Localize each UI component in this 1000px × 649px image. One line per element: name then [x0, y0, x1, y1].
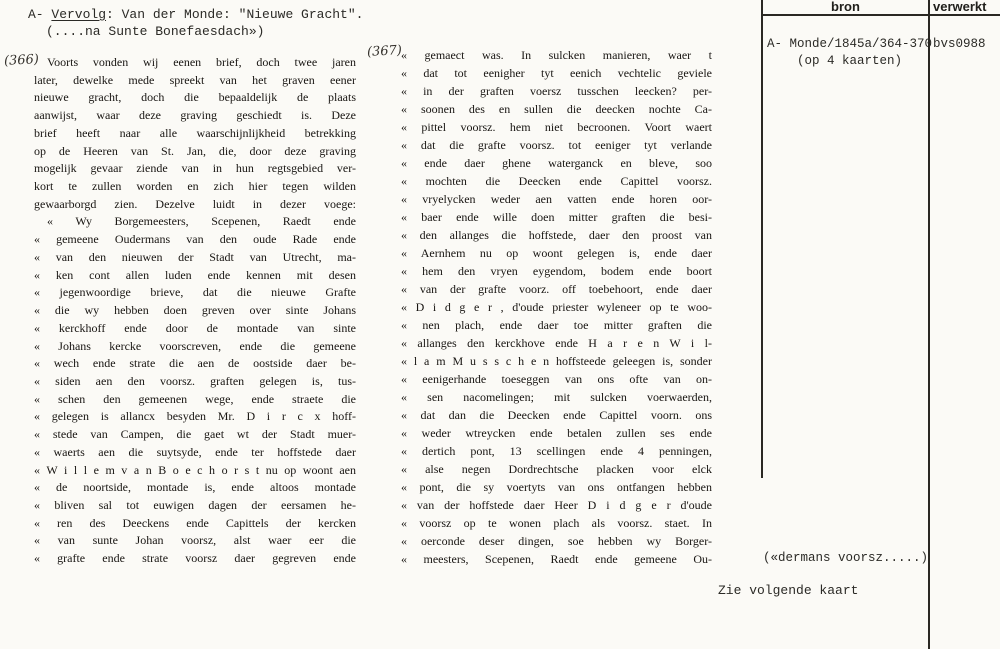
bron-source-reference: [767, 36, 932, 70]
text-line: gewaarborgd zien. Dezelve luidt in dezer voege:: [34, 196, 356, 211]
next-card-note: Zie volgende kaart: [718, 583, 859, 598]
text-line: op de Heeren van St. Jan, die, door deze graving: [34, 143, 356, 158]
text-line: « W i l l e m v a n B o e c h o r s t nu op woont aen: [34, 462, 356, 477]
header-line-2: (....na Sunte Bonefaesdach»): [46, 24, 265, 39]
text-line: aanwijst, waar deze graving geschiedt is. Deze: [34, 108, 356, 123]
text-line: « siden aen den voorsz. graften gelegen is, tus-: [34, 373, 356, 388]
text-line: later, dewelke mede spreekt van het graven eener: [34, 72, 356, 87]
right-text-column: [401, 46, 712, 568]
text-line: « bliven sal tot euwigen dagen der eersamen he-: [34, 497, 356, 512]
text-line: « pittel voorsz. hem niet becroonen. Voort waert: [401, 120, 712, 135]
text-line: « gemaect was. In sulcken manieren, waer t: [401, 48, 712, 62]
text-line: « grafte ende strate voorsz daer gegreven ende: [34, 551, 356, 566]
text-line: nieuwe gracht, doch die bepaaldelijk de plaats: [34, 90, 356, 105]
text-line: « sen nacomelingen; mit sulcken voerwaerden,: [401, 390, 712, 405]
text-line: « mochten die Deecken ende Capittel voorsz.: [401, 174, 712, 189]
text-line: « ren des Deeckens ende Capittels der kercken: [34, 515, 356, 530]
text-line: « oerconde deser dingen, soe hebben wy Borger-: [401, 534, 712, 549]
text-line: « van der hoffstede daer Heer D i d g e r d'oude: [401, 498, 712, 513]
table-column-divider: [928, 0, 930, 649]
text-line: « jegenwoordige brieve, dat die nieuwe Grafte: [34, 285, 356, 300]
header-title-underlined: Vervolg: [51, 7, 107, 22]
verwerkt-code: bvs0988: [933, 37, 986, 51]
continuation-note: («dermans voorsz.....): [763, 551, 929, 565]
text-line: « weder wtreycken ende betalen zullen ses ende: [401, 426, 712, 441]
text-line: « meesters, Scepenen, Raedt ende gemeene Ou-: [401, 552, 712, 567]
verwerkt-column-header: verwerkt: [933, 0, 987, 14]
text-line: « ende daer ghene waterganck en bleve, soo: [401, 156, 712, 171]
header-prefix: A-: [28, 7, 52, 22]
text-line: « van sunte Johan voorsz, alst waer eer die: [34, 533, 356, 548]
text-line: « Aernhem nu op woont gelegen is, ende daer: [401, 246, 712, 261]
page-marker-right: (367): [366, 43, 403, 60]
text-line: « in der graften voersz tusschen leecken? per-: [401, 84, 712, 99]
header-line-1: [28, 6, 363, 23]
text-line: « kerckhoff ende door de montade van sinte: [34, 320, 356, 335]
text-line: « l a m M u s s c h e n hoffsteede geleegen is, sonder: [401, 354, 712, 369]
text-line: mogelijk gevaar ziende van in hun regtsgebied ver-: [34, 161, 356, 176]
text-line: « stede van Campen, die gaet wt der Stadt muer-: [34, 427, 356, 442]
text-line: « dat dan die Deecken ende Capittel voorn. ons: [401, 408, 712, 423]
text-line: « ken cont allen luden ende kennen mit desen: [34, 267, 356, 282]
text-line: « allanges den kerckhove ende H a r e n W i l-: [401, 336, 712, 351]
text-line: « vryelycken weder aen vatten ende horen oor-: [401, 192, 712, 207]
header-title-rest: : Van der Monde: "Nieuwe Gracht".: [106, 7, 364, 22]
text-line: « schen den gemeenen wege, ende straete die: [34, 391, 356, 406]
text-line: « gelegen is allancx besyden Mr. D i r c x hoff-: [34, 409, 356, 424]
text-line: « van der grafte voorz. off toebehoort, ende daer: [401, 282, 712, 297]
text-line: « wech ende strate die aen de oostside daer be-: [34, 356, 356, 371]
table-header-underline: [761, 14, 1000, 16]
card-header: [28, 6, 363, 40]
text-line: Voorts vonden wij eenen brief, doch twee jaren: [47, 55, 356, 69]
text-line: « hem den vryen eygendom, bodem ende boort: [401, 264, 712, 279]
text-line: « alse negen Dordrechtsche placken voor elck: [401, 462, 712, 477]
text-line: « dat die grafte voorsz. tot eeniger tyt verlande: [401, 138, 712, 153]
text-line: « D i d g e r , d'oude priester wyleneer op te woo-: [401, 300, 712, 315]
text-line: « nen plach, ende daer toe mitter graften die: [401, 318, 712, 333]
text-line: « den allanges die hoffstede, daer den proost van: [401, 228, 712, 243]
bron-column-header: bron: [831, 0, 860, 14]
text-line: « dat tot eenigher tyt eenich vechtelic geviele: [401, 66, 712, 81]
bron-source-line1: A- Monde/1845a/364-370: [767, 37, 933, 51]
text-line: « pont, die sy voertyts van ons ontfangen hebben: [401, 480, 712, 495]
left-text-column: [34, 54, 356, 568]
text-line: « die wy hebben doen greven over sinte Johans: [34, 303, 356, 318]
text-line: « Wy Borgemeesters, Scepenen, Raedt ende: [47, 214, 356, 229]
text-line: « Johans kercke voorscreven, ende die gemeene: [34, 338, 356, 353]
text-line: « eenigerhande toeseggen van ons ofte van on-: [401, 372, 712, 387]
text-line: « baer ende wille doen mitter graften die besi-: [401, 210, 712, 225]
text-line: « gemeene Oudermans van den oude Rade ende: [34, 232, 356, 247]
text-line: « dertich pont, 13 scellingen ende 4 penningen,: [401, 444, 712, 459]
text-line: « de noortside, montade is, ende altoos montade: [34, 480, 356, 495]
text-line: « soonen des en sullen die deecken nochte Ca-: [401, 102, 712, 117]
text-line: « voorsz op te wonen plach als voorsz. staet. In: [401, 516, 712, 531]
text-line: « van den nieuwen der Stadt van Utrecht, ma-: [34, 249, 356, 264]
table-left-border: [761, 0, 763, 478]
text-line: kort te zullen worden en zich hier tegen wilden: [34, 179, 356, 194]
page-marker-left: (366): [3, 52, 40, 69]
text-line: « waerts aen die suytsyde, ende ter hoffstede daer: [34, 444, 356, 459]
bron-source-line2: (op 4 kaarten): [797, 54, 903, 68]
text-line: brief heeft naar alle waarschijnlijkheid betrekking: [34, 125, 356, 140]
